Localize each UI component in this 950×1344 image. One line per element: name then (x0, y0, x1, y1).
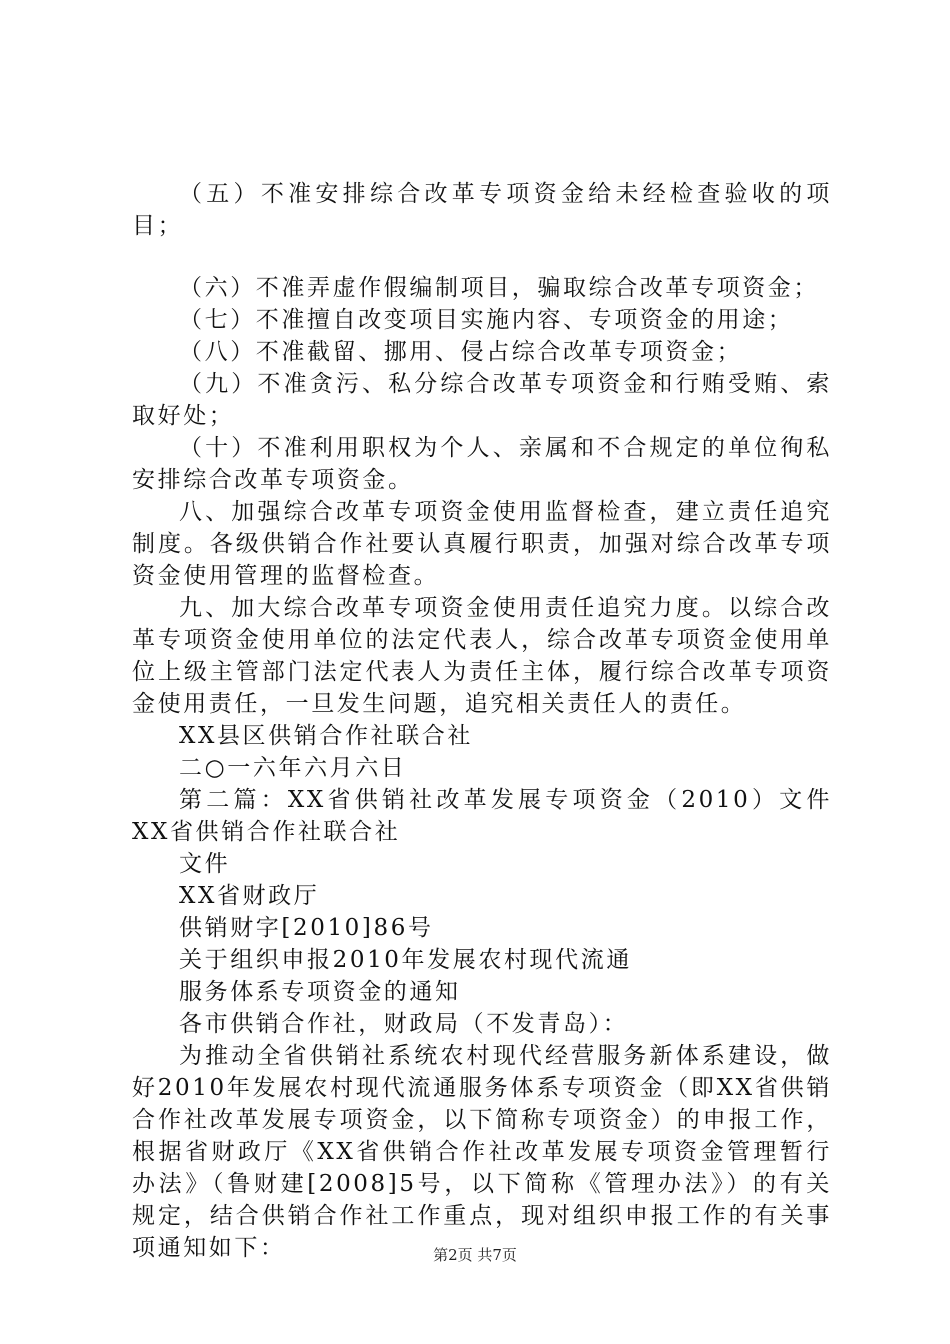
page-number: 第2页 共7页 (433, 1246, 517, 1264)
signature-org: XX县区供销合作社联合社 (179, 723, 473, 749)
signature-date: 二○一六年六月六日 (179, 755, 407, 781)
paragraph: （五）不准安排综合改革专项资金给未经检查验收的项目； (132, 181, 832, 239)
paragraph: （十）不准利用职权为个人、亲属和不合规定的单位徇私安排综合改革专项资金。 (132, 435, 832, 493)
paragraph: 九、加大综合改革专项资金使用责任追究力度。以综合改革专项资金使用单位的法定代表人，综合改革专项资金使用单位上级主管部门法定代表人为责任主体，履行综合改革专项资金使用责任，一旦发生问题，追究相关责任人的责任。 (132, 595, 832, 717)
document-number: 供销财字[2010]86号 (179, 915, 434, 941)
paragraph: 八、加强综合改革专项资金使用监督检查，建立责任追究制度。各级供销合作社要认真履行职责，加强对综合改革专项资金使用管理的监督检查。 (132, 499, 832, 589)
paragraph: （九）不准贪污、私分综合改革专项资金和行贿受贿、索取好处； (132, 371, 832, 429)
notice-title: 关于组织申报2010年发展农村现代流通 (179, 947, 632, 973)
section-heading: 第二篇：XX省供销社改革发展专项资金（2010）文件XX省供销合作社联合社 (132, 787, 832, 845)
paragraph: 为推动全省供销社系统农村现代经营服务新体系建设，做好2010年发展农村现代流通服务体系专项资金（即XX省供销合作社改革发展专项资金，以下简称专项资金）的申报工作，根据省财政厅《XX省供销合作社改革发展专项资金管理暂行办法》（鲁财建[2008]5号，以下简称《管理办法》）的有关规定，结合供销合作社工作重点，现对组织申报工作的有关事项通知如下： (132, 1043, 832, 1261)
recipients: 各市供销合作社，财政局（不发青岛）： (179, 1011, 629, 1037)
paragraph: （七）不准擅自改变项目实施内容、专项资金的用途； (179, 307, 794, 333)
notice-title: 服务体系专项资金的通知 (179, 979, 461, 1005)
paragraph: XX省财政厅 (179, 883, 320, 909)
paragraph: 文件 (179, 851, 231, 877)
paragraph: （八）不准截留、挪用、侵占综合改革专项资金； (179, 339, 743, 365)
document-body (132, 178, 832, 1264)
paragraph: （六）不准弄虚作假编制项目，骗取综合改革专项资金； (179, 275, 819, 301)
